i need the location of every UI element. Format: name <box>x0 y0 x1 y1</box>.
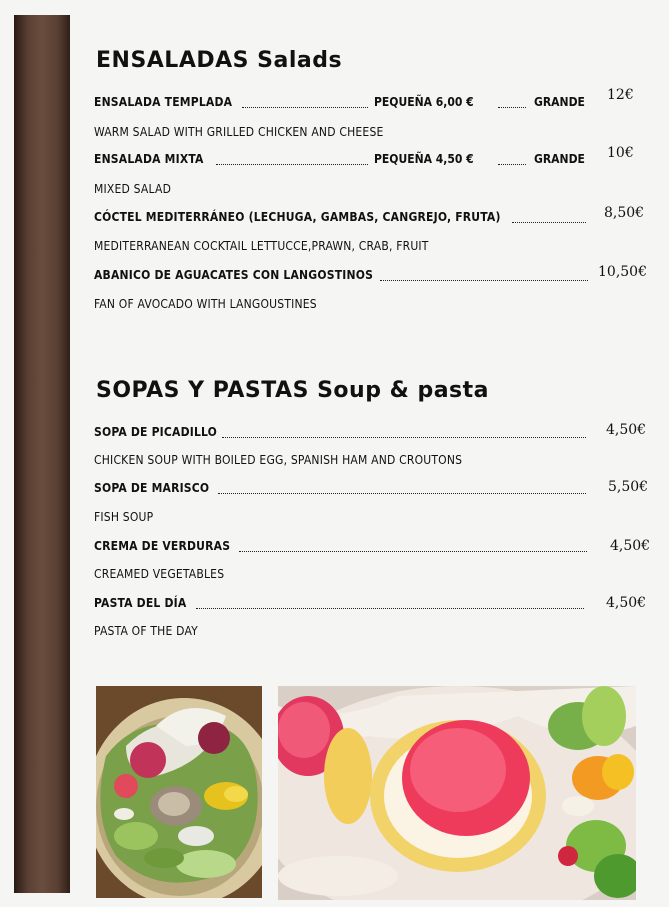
item-description: PASTA OF THE DAY <box>94 624 198 638</box>
item-description: CHICKEN SOUP WITH BOILED EGG, SPANISH HAM AND CROUTONS <box>94 453 463 467</box>
large-size-label: GRANDE <box>534 95 585 109</box>
item-name: ABANICO DE AGUACATES CON LANGOSTINOS <box>94 268 374 282</box>
item-price: 4,50€ <box>606 422 647 438</box>
item-price: 5,50€ <box>608 479 649 495</box>
large-size-label: GRANDE <box>534 152 585 166</box>
item-description: CREAMED VEGETABLES <box>94 567 225 581</box>
item-price: 8,50€ <box>604 205 645 221</box>
item-price: 10€ <box>607 145 634 161</box>
item-description: MEDITERRANEAN COCKTAIL LETTUCCE,PRAWN, CRAB, FRUIT <box>94 239 429 253</box>
item-description: FAN OF AVOCADO WITH LANGOUSTINES <box>94 297 317 311</box>
dot-leader <box>239 551 587 552</box>
item-name: SOPA DE MARISCO <box>94 481 210 495</box>
dot-leader <box>196 608 584 609</box>
menu-item-sopa-marisco <box>94 481 669 501</box>
dot-leader <box>216 164 368 165</box>
menu-item-sopa-picadillo <box>94 422 669 445</box>
dot-leader <box>218 493 586 494</box>
item-name: ENSALADA TEMPLADA <box>94 95 233 109</box>
soups-heading: SOPAS Y PASTAS Soup & pasta <box>96 378 489 403</box>
dot-leader <box>222 437 586 438</box>
salads-heading: ENSALADAS Salads <box>96 48 343 73</box>
item-price: 4,50€ <box>606 595 647 611</box>
salad-photo <box>96 686 262 898</box>
item-price: 12€ <box>607 87 634 103</box>
item-price: 10,50€ <box>598 264 647 280</box>
small-size-label: PEQUEÑA 6,00 € <box>374 95 474 109</box>
menu-item-ensalada-mixta <box>94 145 669 172</box>
item-name: ENSALADA MIXTA <box>94 152 204 166</box>
item-name: CÓCTEL MEDITERRÁNEO (LECHUGA, GAMBAS, CANGREJO, FRUTA) <box>94 210 501 224</box>
item-description: WARM SALAD WITH GRILLED CHICKEN AND CHEESE <box>94 125 384 139</box>
item-description: FISH SOUP <box>94 510 154 524</box>
menu-item-crema-verduras <box>94 539 669 559</box>
dish-photo <box>278 686 636 900</box>
item-price: 4,50€ <box>610 538 651 554</box>
menu-item-ensalada-templada <box>94 87 669 115</box>
dot-leader <box>512 222 586 223</box>
small-size-label: PEQUEÑA 4,50 € <box>374 152 474 166</box>
dot-leader <box>498 107 526 108</box>
dot-leader <box>380 280 588 281</box>
menu-item-pasta-del-dia <box>94 596 669 616</box>
item-name: PASTA DEL DÍA <box>94 596 187 610</box>
item-name: CREMA DE VERDURAS <box>94 539 231 553</box>
dot-leader <box>242 107 368 108</box>
menu-item-coctel-mediterraneo <box>94 205 669 230</box>
item-description: MIXED SALAD <box>94 182 172 196</box>
dot-leader <box>498 164 526 165</box>
menu-item-abanico-aguacates <box>94 264 669 288</box>
item-name: SOPA DE PICADILLO <box>94 425 218 439</box>
